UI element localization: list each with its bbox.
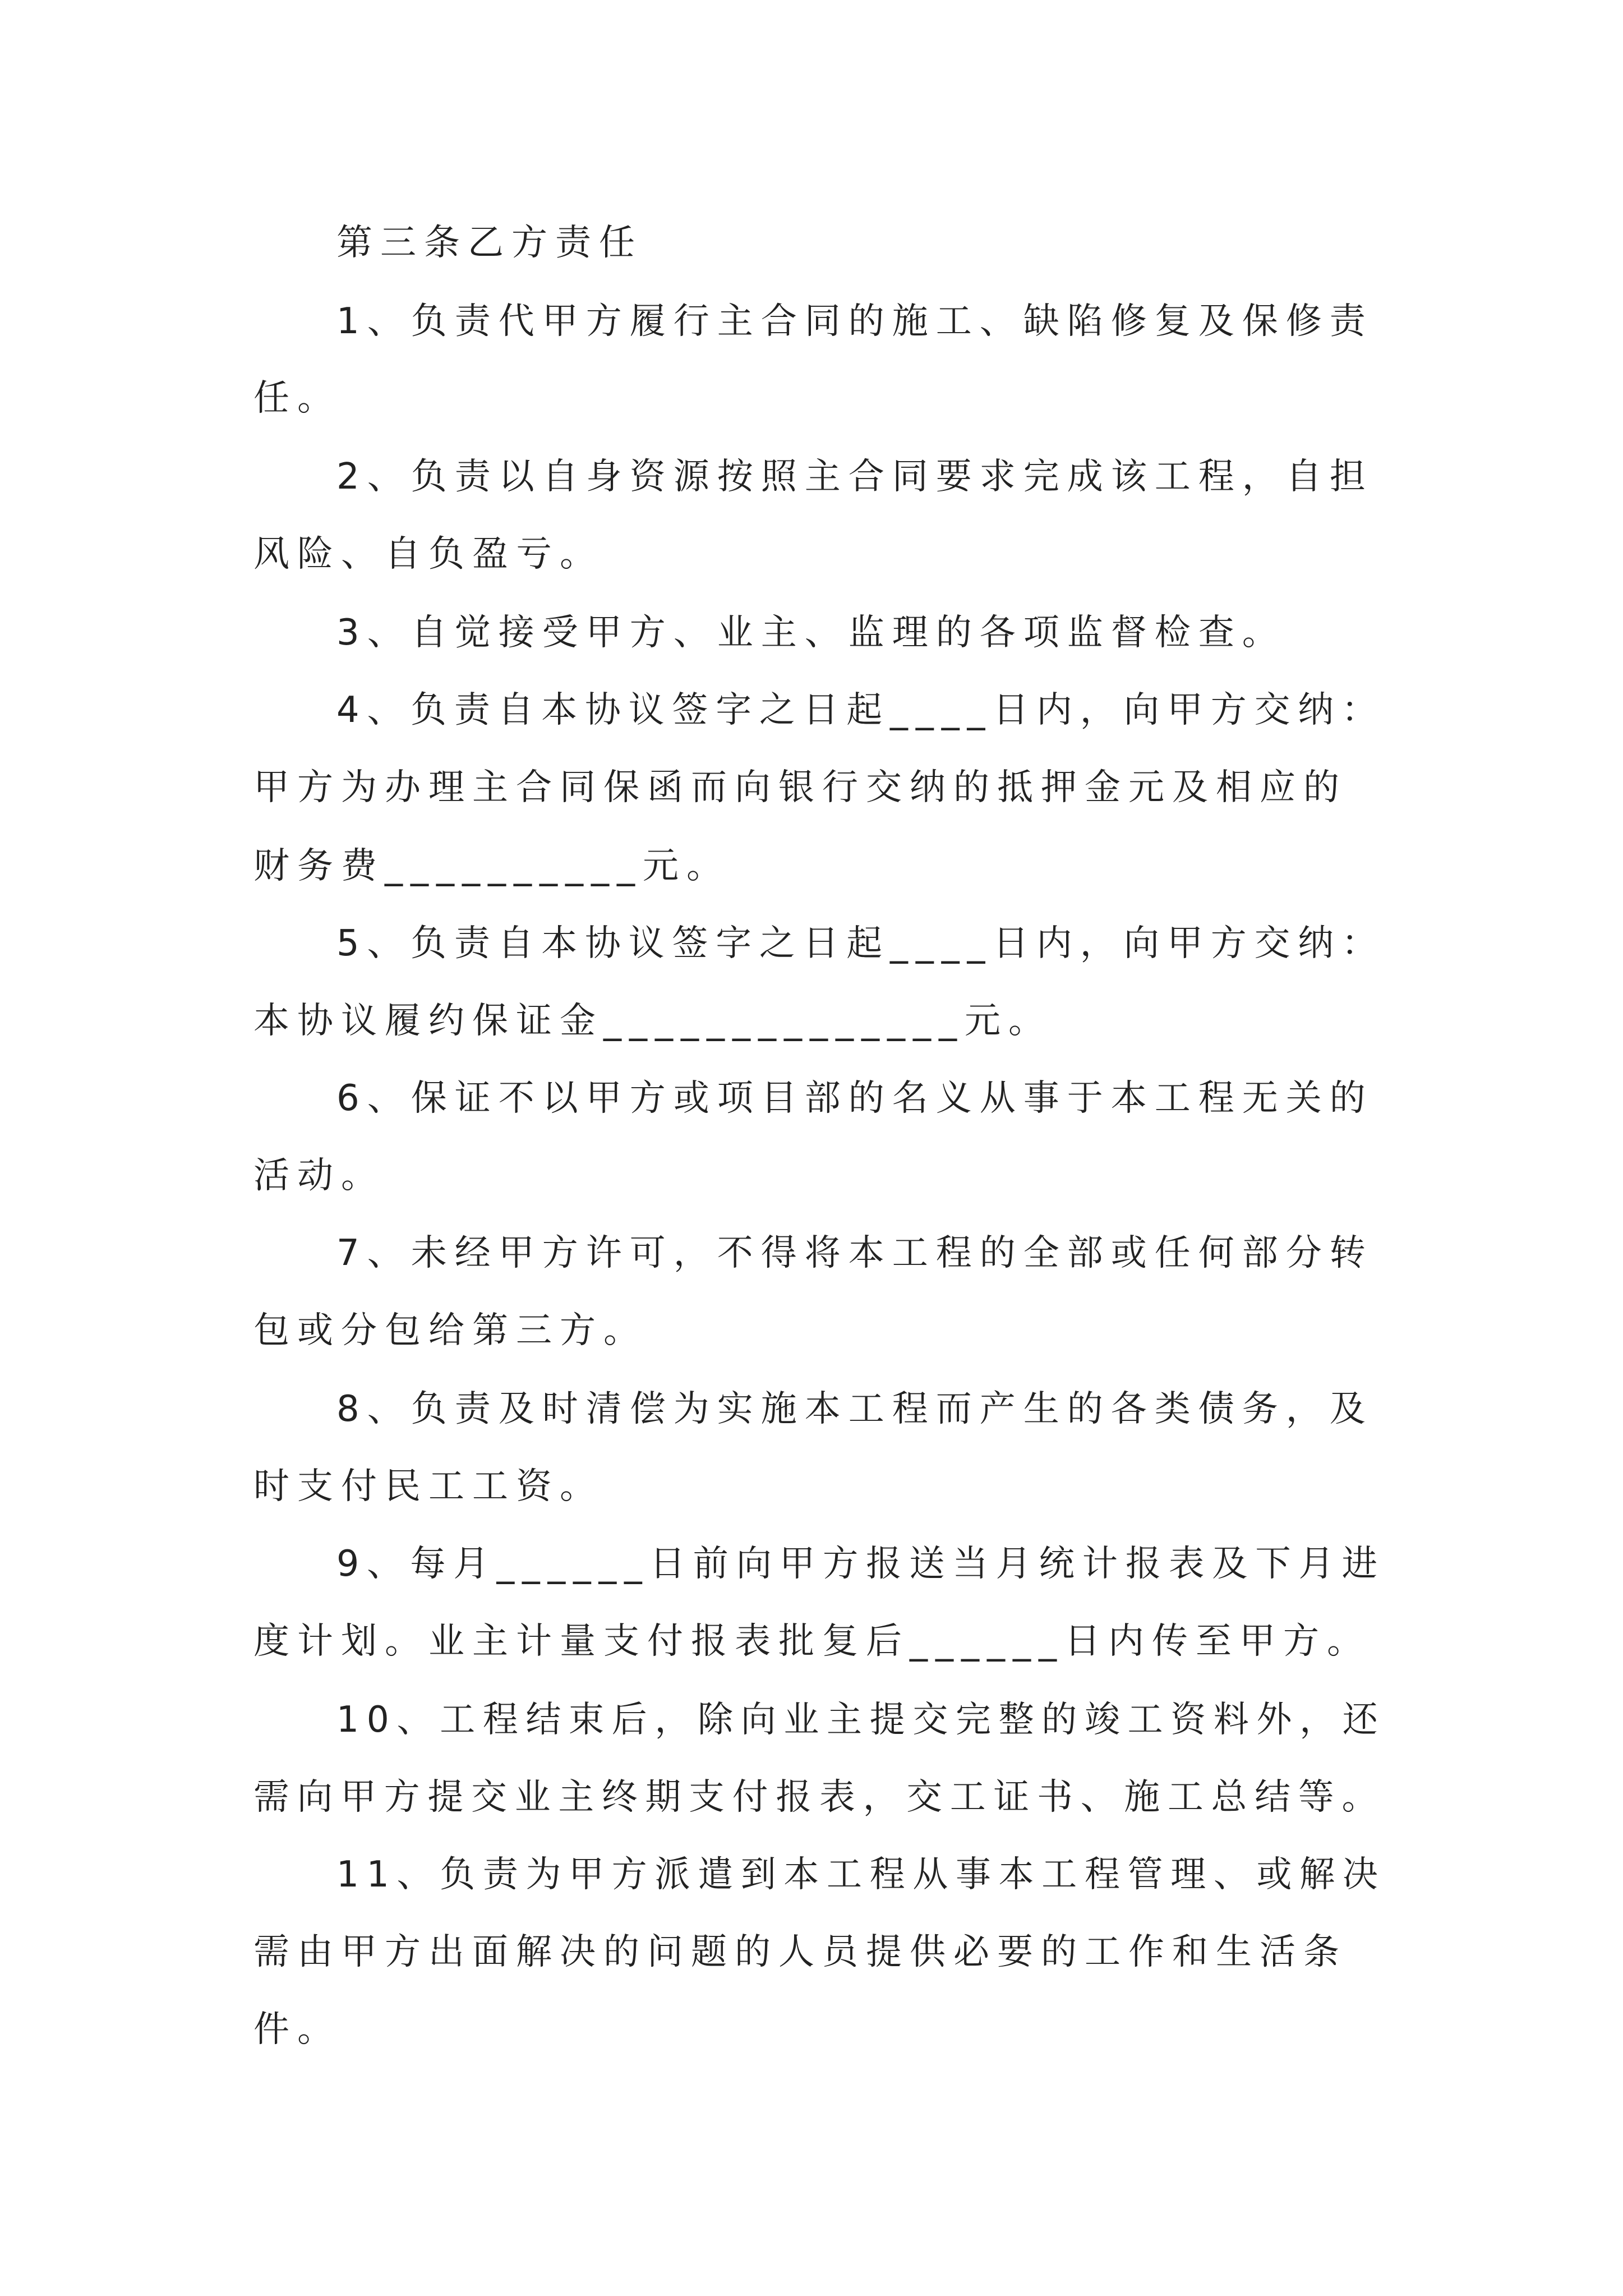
- clause-7-line-2: 包或分包给第三方。: [253, 1310, 647, 1351]
- clause-10-line-1: 10、工程结束后，除向业主提交完整的竣工资料外，还: [336, 1699, 1386, 1741]
- clause-11-line-1: 11、负责为甲方派遣到本工程从事本工程管理、或解决: [336, 1854, 1386, 1895]
- clause-9-line-1: 9、每月______日前向甲方报送当月统计报表及下月进: [336, 1543, 1385, 1585]
- clause-2-line-2: 风险、自负盈亏。: [253, 533, 603, 575]
- section-heading: 第三条乙方责任: [336, 222, 643, 264]
- clause-10-line-2: 需向甲方提交业主终期支付报表，交工证书、施工总结等。: [253, 1777, 1386, 1818]
- clause-1-line-2: 任。: [253, 378, 341, 419]
- clause-11-line-3: 件。: [253, 2009, 341, 2050]
- clause-5-line-1: 5、负责自本协议签字之日起____日内，向甲方交纳：: [336, 923, 1385, 964]
- clause-1-line-1: 1、负责代甲方履行主合同的施工、缺陷修复及保修责: [336, 301, 1373, 342]
- clause-6-line-1: 6、保证不以甲方或项目部的名义从事于本工程无关的: [336, 1078, 1373, 1119]
- clause-3-line-1: 3、自觉接受甲方、业主、监理的各项监督检查。: [336, 612, 1286, 654]
- clause-4-line-3: 财务费__________元。: [253, 845, 730, 887]
- clause-5-line-2: 本协议履约保证金______________元。: [253, 1000, 1052, 1042]
- clause-2-line-1: 2、负责以自身资源按照主合同要求完成该工程，自担: [336, 456, 1373, 498]
- clause-8-line-2: 时支付民工工资。: [253, 1466, 603, 1507]
- clause-4-line-2: 甲方为办理主合同保函而向银行交纳的抵押金元及相应的: [253, 767, 1347, 808]
- clause-11-line-2: 需由甲方出面解决的问题的人员提供必要的工作和生活条: [253, 1931, 1347, 1973]
- clause-8-line-1: 8、负责及时清偿为实施本工程而产生的各类债务，及: [336, 1388, 1373, 1430]
- clause-9-line-2: 度计划。业主计量支付报表批复后______日内传至甲方。: [253, 1621, 1371, 1662]
- clause-7-line-1: 7、未经甲方许可，不得将本工程的全部或任何部分转: [336, 1232, 1373, 1274]
- clause-6-line-2: 活动。: [253, 1155, 385, 1197]
- clause-4-line-1: 4、负责自本协议签字之日起____日内，向甲方交纳：: [336, 689, 1385, 731]
